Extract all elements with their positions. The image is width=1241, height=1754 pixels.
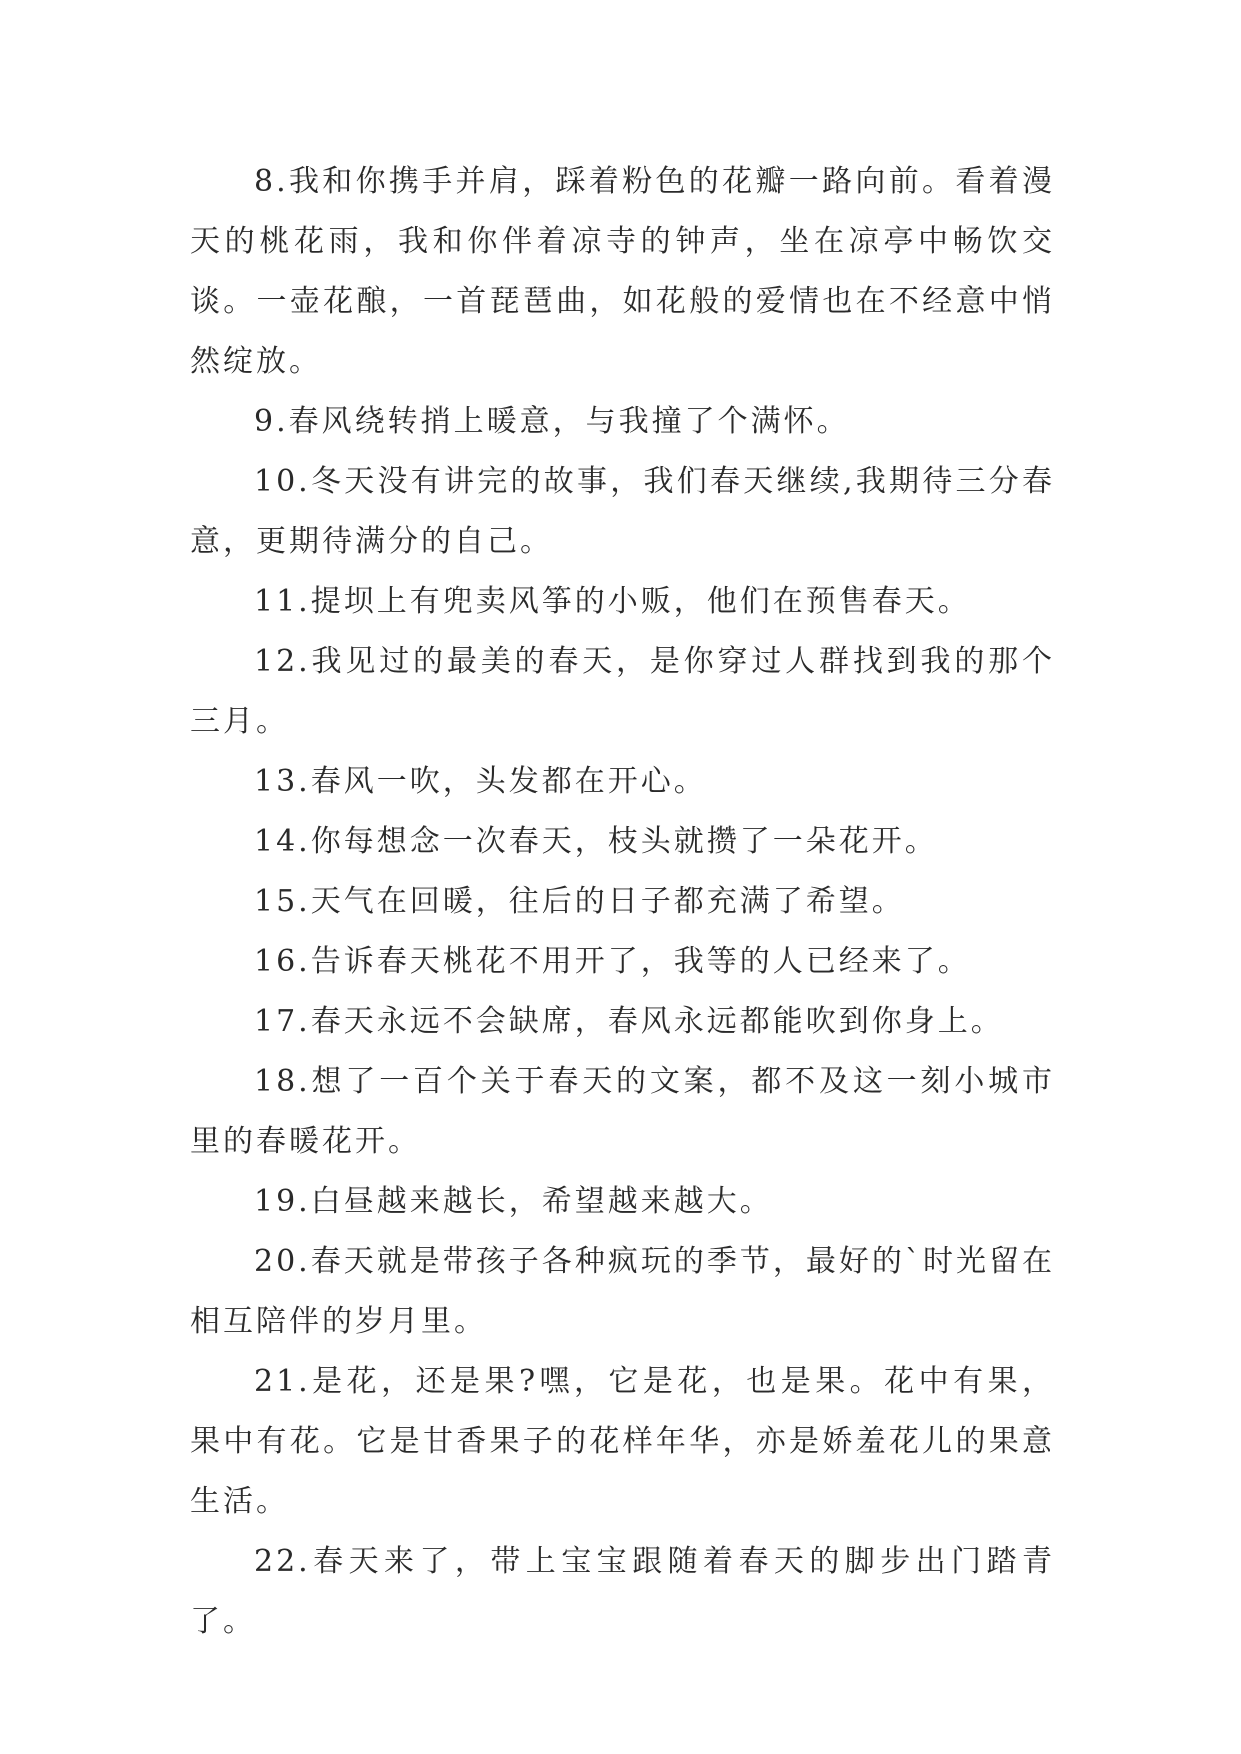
paragraph-19: 19.白昼越来越长，希望越来越大。 [254, 1184, 773, 1219]
paragraph-22: 22.春天来了，带上宝宝跟随着春天的脚步出门踏青了。 [190, 1544, 1055, 1639]
paragraph-10: 10.冬天没有讲完的故事，我们春天继续,我期待三分春意，更期待满分的自己。 [190, 464, 1055, 559]
paragraph-18: 18.想了一百个关于春天的文案，都不及这一刻小城市里的春暖花开。 [190, 1064, 1055, 1159]
document-body [190, 152, 1055, 1652]
paragraph-17: 17.春天永远不会缺席，春风永远都能吹到你身上。 [254, 1004, 1004, 1039]
paragraph-13: 13.春风一吹，头发都在开心。 [254, 764, 707, 799]
paragraph-11: 11.提坝上有兜卖风筝的小贩，他们在预售春天。 [254, 584, 971, 619]
paragraph-14: 14.你每想念一次春天，枝头就攒了一朵花开。 [254, 824, 938, 859]
paragraph-15: 15.天气在回暖，往后的日子都充满了希望。 [254, 884, 905, 919]
paragraph-9: 9.春风绕转捎上暖意，与我撞了个满怀。 [254, 404, 850, 439]
paragraph-12: 12.我见过的最美的春天，是你穿过人群找到我的那个三月。 [190, 644, 1055, 739]
paragraph-16: 16.告诉春天桃花不用开了，我等的人已经来了。 [254, 944, 971, 979]
paragraph-8: 8.我和你携手并肩，踩着粉色的花瓣一路向前。看着漫天的桃花雨，我和你伴着凉寺的钟声，坐在凉亭中畅饮交谈。一壶花酿，一首琵琶曲，如花般的爱情也在不经意中悄然绽放。 [190, 164, 1055, 379]
paragraph-20: 20.春天就是带孩子各种疯玩的季节，最好的`时光留在相互陪伴的岁月里。 [190, 1244, 1055, 1339]
paragraph-21: 21.是花，还是果?嘿，它是花，也是果。花中有果，果中有花。它是甘香果子的花样年华，亦是娇羞花儿的果意生活。 [190, 1364, 1055, 1519]
